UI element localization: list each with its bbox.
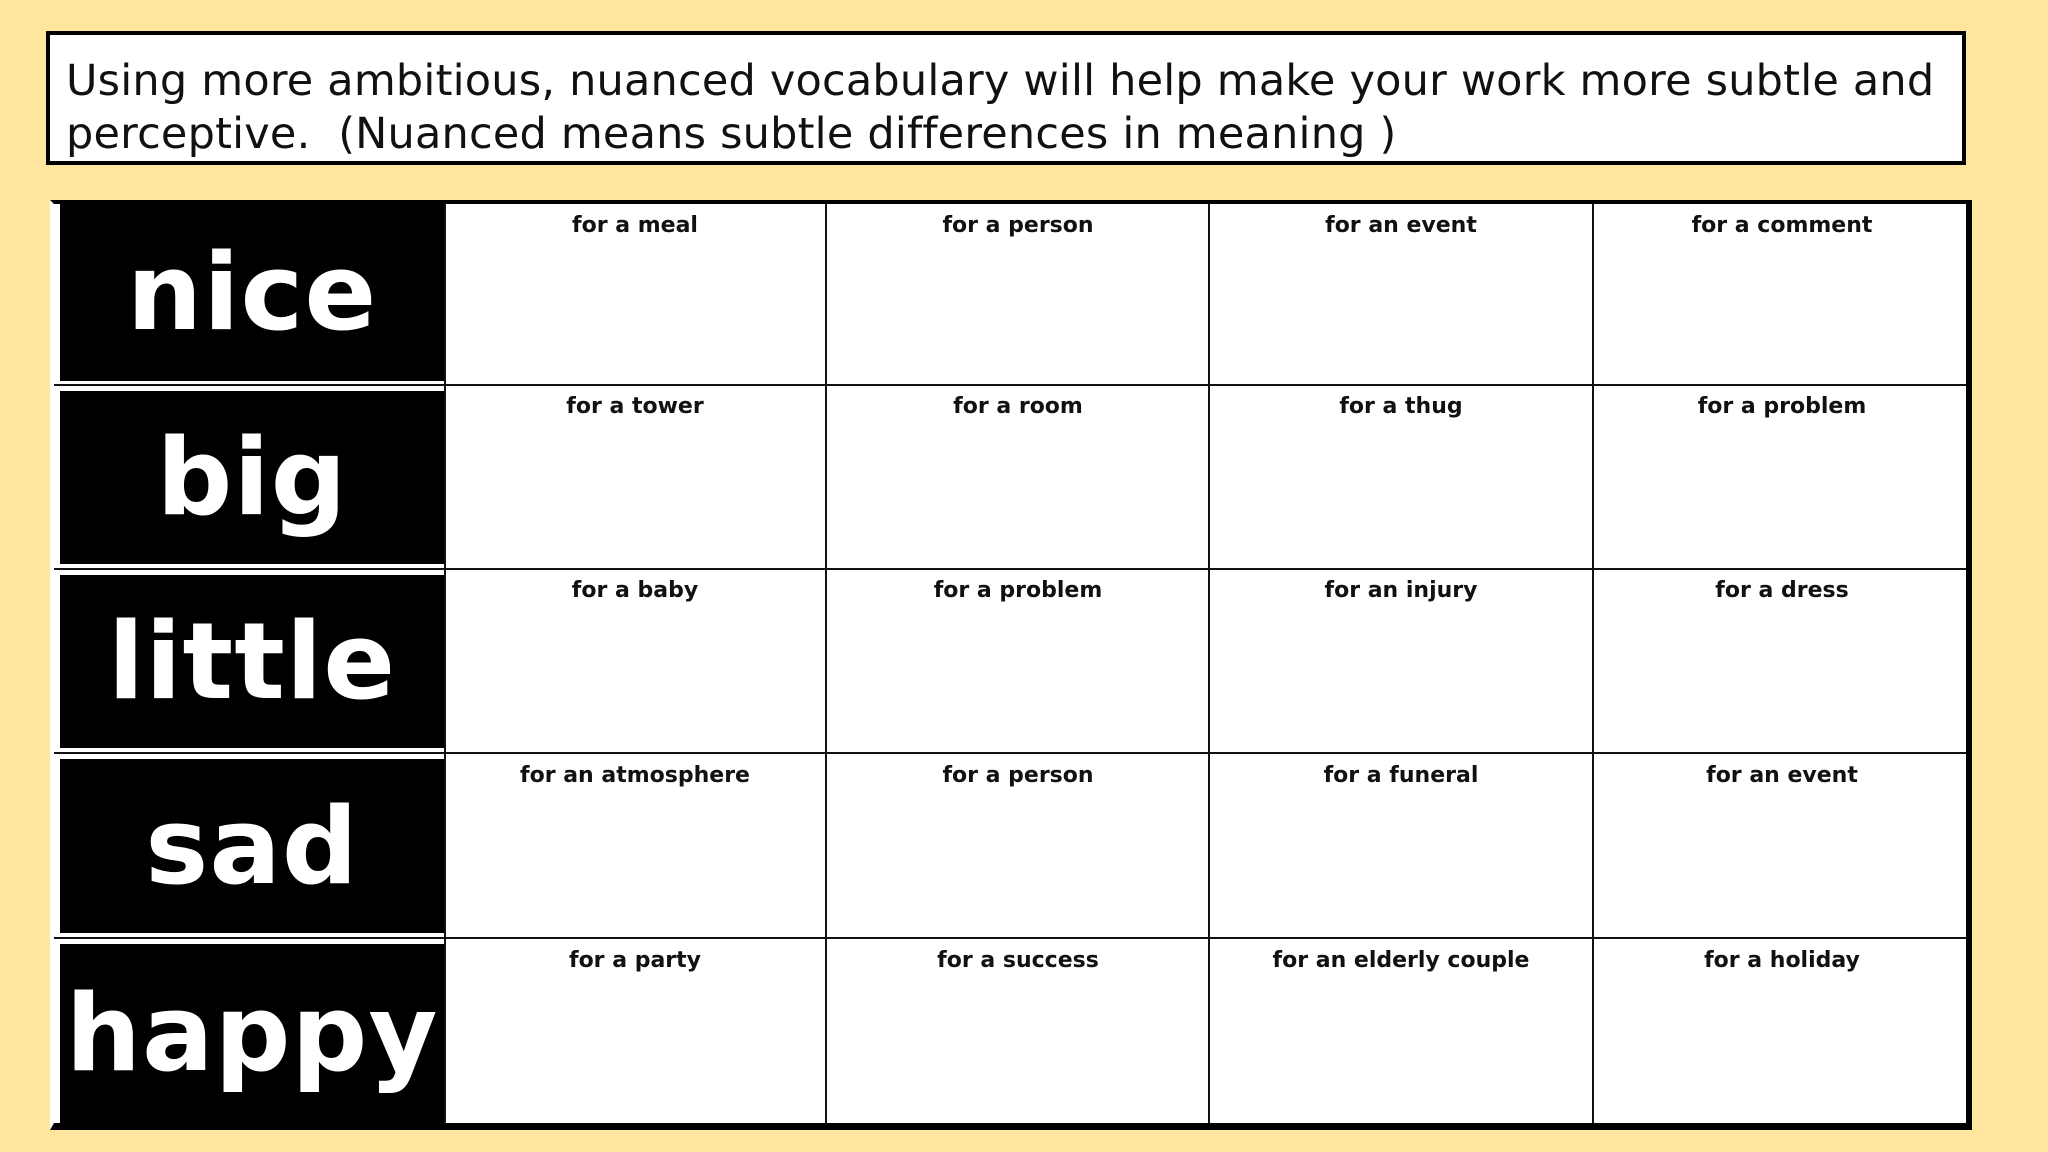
column-divider xyxy=(1208,204,1210,1123)
instruction-line-1: Using more ambitious, nuanced vocabulary will help make your work more subtle and xyxy=(66,56,1935,106)
context-cell: for an event xyxy=(1706,763,1858,788)
row-divider xyxy=(54,568,1966,570)
context-cell: for a success xyxy=(937,948,1099,973)
word-cell-happy: happy xyxy=(60,944,444,1123)
context-cell: for an elderly couple xyxy=(1272,948,1530,973)
row-divider xyxy=(54,384,1966,386)
context-cell: for a problem xyxy=(1697,394,1867,419)
context-cell: for a party xyxy=(569,948,701,973)
context-cell: for a dress xyxy=(1715,578,1849,603)
context-cell: for a room xyxy=(953,394,1083,419)
column-divider xyxy=(825,204,827,1123)
instruction-line-2: perceptive. (Nuanced means subtle differences in meaning ) xyxy=(66,109,1397,159)
context-cell: for a holiday xyxy=(1704,948,1860,973)
context-cell: for a funeral xyxy=(1323,763,1479,788)
context-cell: for an injury xyxy=(1324,578,1478,603)
context-cell: for a person xyxy=(942,213,1094,238)
context-cell: for a problem xyxy=(933,578,1103,603)
vocabulary-table xyxy=(50,200,1972,1130)
row-divider xyxy=(54,937,1966,939)
column-divider xyxy=(444,204,446,1123)
context-cell: for an event xyxy=(1325,213,1477,238)
context-cell: for a meal xyxy=(572,213,698,238)
word-cell-big: big xyxy=(60,391,444,564)
context-cell: for a baby xyxy=(571,578,699,603)
word-cell-nice: nice xyxy=(60,204,444,381)
word-cell-sad: sad xyxy=(60,759,444,933)
context-cell: for a tower xyxy=(566,394,704,419)
context-cell: for an atmosphere xyxy=(520,763,750,788)
context-cell: for a thug xyxy=(1339,394,1463,419)
row-divider xyxy=(54,752,1966,754)
instruction-box xyxy=(46,31,1966,165)
context-cell: for a person xyxy=(942,763,1094,788)
column-divider xyxy=(1592,204,1594,1123)
word-cell-little: little xyxy=(60,575,444,748)
context-cell: for a comment xyxy=(1691,213,1873,238)
